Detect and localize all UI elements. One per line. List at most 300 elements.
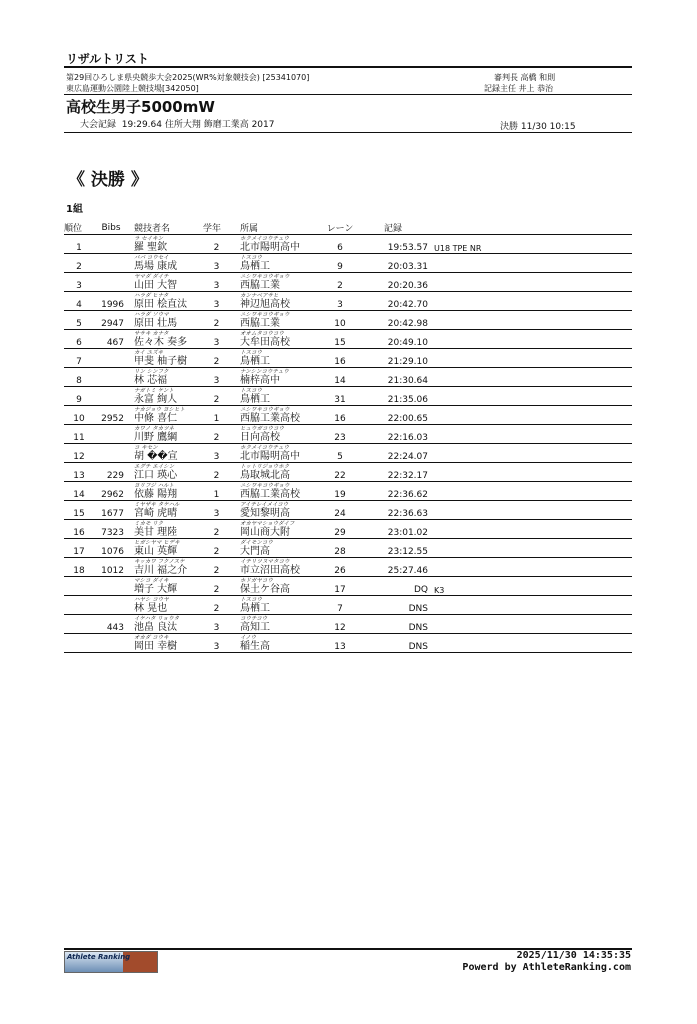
team-kana: アイチレイメイコウ — [240, 502, 289, 508]
athlete-kana: オカダ コウキ — [134, 635, 169, 641]
table-row — [64, 520, 632, 539]
notes-cell — [434, 615, 632, 634]
team-name: 西脇工業 — [240, 318, 280, 329]
table-row — [64, 349, 632, 368]
grade-cell: 3 — [203, 615, 230, 634]
rank-cell: 16 — [64, 520, 94, 539]
final-datetime: 決勝 11/30 10:15 — [500, 122, 576, 132]
table-row — [64, 615, 632, 634]
table-row — [64, 482, 632, 501]
athlete-name: 美甘 理陸 — [134, 527, 178, 538]
team-name: 大牟田高校 — [240, 337, 290, 348]
bib-cell: 7323 — [94, 520, 128, 539]
time-cell: DNS — [358, 615, 434, 634]
notes-cell — [434, 596, 632, 615]
record-value: 19:29.64 住所大翔 飾磨工業高 2017 — [121, 120, 275, 130]
team-name: 西脇工業高校 — [240, 413, 300, 424]
bib-cell — [94, 387, 128, 406]
notes-cell — [434, 520, 632, 539]
athlete-kana: キッカワ フクノスケ — [134, 559, 185, 565]
athlete-kana: ハラダ ソウマ — [134, 312, 169, 318]
time-cell: 20:42.70 — [358, 292, 434, 311]
team-kana: ニシワキコウギョウ — [240, 483, 290, 489]
athlete-cell — [128, 292, 203, 311]
team-name: 鳥栖工 — [240, 261, 270, 272]
bib-cell: 443 — [94, 615, 128, 634]
athlete-cell — [128, 539, 203, 558]
header-rule-mid — [64, 94, 632, 95]
athlete-name: 吉川 福之介 — [134, 565, 188, 576]
athlete-cell — [128, 501, 203, 520]
grade-cell: 1 — [203, 406, 230, 425]
team-cell — [230, 387, 322, 406]
athlete-cell — [128, 425, 203, 444]
bib-cell — [94, 368, 128, 387]
bib-cell: 2952 — [94, 406, 128, 425]
time-cell: DNS — [358, 634, 434, 653]
bib-cell — [94, 273, 128, 292]
rank-cell: 5 — [64, 311, 94, 330]
team-kana: トスコウ — [240, 388, 262, 394]
time-cell: 22:32.17 — [358, 463, 434, 482]
athlete-cell — [128, 368, 203, 387]
bib-cell: 2962 — [94, 482, 128, 501]
notes-cell — [434, 482, 632, 501]
col-name: 競技者名 — [128, 221, 203, 235]
lane-cell: 28 — [322, 539, 358, 558]
athlete-cell — [128, 273, 203, 292]
athlete-name: 林 晃也 — [134, 603, 168, 614]
team-name: 高知工 — [240, 622, 270, 633]
col-rank: 順位 — [64, 221, 94, 235]
time-cell: 20:42.98 — [358, 311, 434, 330]
col-notes — [434, 221, 632, 235]
athlete-cell — [128, 615, 203, 634]
grade-cell: 3 — [203, 634, 230, 653]
time-cell: 21:35.06 — [358, 387, 434, 406]
bib-cell — [94, 577, 128, 596]
results-table — [64, 221, 632, 653]
bib-cell: 1076 — [94, 539, 128, 558]
rank-cell: 10 — [64, 406, 94, 425]
team-cell — [230, 463, 322, 482]
rank-cell: 8 — [64, 368, 94, 387]
notes-cell — [434, 501, 632, 520]
notes-cell — [434, 349, 632, 368]
team-kana: イノウ — [240, 635, 257, 641]
records-chief: 記録主任 井上 恭治 — [484, 84, 554, 93]
time-cell: 22:36.63 — [358, 501, 434, 520]
table-row — [64, 425, 632, 444]
rank-cell: 1 — [64, 235, 94, 254]
athlete-cell — [128, 349, 203, 368]
athlete-kana: マシコ ダイキ — [134, 578, 169, 584]
table-row — [64, 463, 632, 482]
time-cell: 23:12.55 — [358, 539, 434, 558]
bib-cell — [94, 596, 128, 615]
athlete-kana: ヨリフジ ハルト — [134, 483, 175, 489]
document-title: リザルトリスト — [66, 52, 149, 66]
col-time: 記録 — [358, 221, 434, 235]
rank-cell: 2 — [64, 254, 94, 273]
athlete-cell — [128, 311, 203, 330]
bib-cell — [94, 634, 128, 653]
table-row — [64, 539, 632, 558]
notes-cell — [434, 444, 632, 463]
grade-cell: 3 — [203, 330, 230, 349]
athlete-kana: ハヤシ コウヤ — [134, 597, 169, 603]
lane-cell: 2 — [322, 273, 358, 292]
athlete-name: 原田 壮馬 — [134, 318, 178, 329]
heat-label: 1組 — [66, 204, 83, 215]
notes-cell: U18 TPE NR — [434, 235, 632, 254]
col-bib: Bibs — [94, 221, 128, 235]
team-name: 西脇工業 — [240, 280, 280, 291]
team-kana: コウチコウ — [240, 616, 268, 622]
athlete-cell — [128, 406, 203, 425]
notes-cell — [434, 558, 632, 577]
table-row — [64, 406, 632, 425]
lane-cell: 22 — [322, 463, 358, 482]
time-cell: 19:53.57 — [358, 235, 434, 254]
athlete-cell — [128, 482, 203, 501]
team-name: 岡山商大附 — [240, 527, 290, 538]
bib-cell: 229 — [94, 463, 128, 482]
table-row — [64, 368, 632, 387]
team-kana: ニシワキコウギョウ — [240, 407, 290, 413]
lane-cell: 3 — [322, 292, 358, 311]
athlete-kana: カワノ タカツネ — [134, 426, 174, 432]
notes-cell — [434, 463, 632, 482]
rank-cell: 11 — [64, 425, 94, 444]
athlete-name: 江口 瑛心 — [134, 470, 178, 481]
bib-cell — [94, 254, 128, 273]
meet-name: 第29回ひろしま県央競歩大会2025(WR%対象競技会) [25341070] — [66, 73, 310, 82]
team-cell — [230, 577, 322, 596]
lane-cell: 31 — [322, 387, 358, 406]
team-kana: ニシワキコウギョウ — [240, 312, 290, 318]
team-name: 市立沼田高校 — [240, 565, 300, 576]
print-timestamp: 2025/11/30 14:35:35 — [516, 950, 631, 961]
lane-cell: 15 — [322, 330, 358, 349]
team-name: 愛知黎明高 — [240, 508, 290, 519]
athlete-kana: ササキ カナタ — [134, 331, 169, 337]
chief-referee: 審判長 高橋 和則 — [494, 73, 556, 82]
grade-cell: 3 — [203, 444, 230, 463]
athlete-name: 東山 英輝 — [134, 546, 178, 557]
grade-cell: 2 — [203, 558, 230, 577]
notes-cell — [434, 292, 632, 311]
athlete-name: 永富 絢人 — [134, 394, 178, 405]
athlete-cell — [128, 235, 203, 254]
athlete-name: 宮崎 虎晴 — [134, 508, 178, 519]
team-cell — [230, 444, 322, 463]
athlete-cell — [128, 463, 203, 482]
venue-name: 東広島運動公園陸上競技場[342050] — [66, 84, 199, 93]
grade-cell: 3 — [203, 501, 230, 520]
athlete-name: 胡 ��宣 — [134, 451, 178, 462]
athlete-kana: リン シンフク — [134, 369, 169, 375]
team-kana: トスコウ — [240, 255, 262, 261]
rank-cell: 4 — [64, 292, 94, 311]
lane-cell: 7 — [322, 596, 358, 615]
time-cell: 20:20.36 — [358, 273, 434, 292]
grade-cell: 2 — [203, 425, 230, 444]
athlete-kana: ナガトミ ケント — [134, 388, 174, 394]
team-cell — [230, 482, 322, 501]
team-kana: トスコウ — [240, 350, 262, 356]
athlete-kana: コ キセン — [134, 445, 158, 451]
col-grade: 学年 — [203, 221, 230, 235]
team-cell — [230, 425, 322, 444]
table-row — [64, 254, 632, 273]
team-name: 鳥取城北高 — [240, 470, 290, 481]
grade-cell: 2 — [203, 387, 230, 406]
athlete-name: 中條 喜仁 — [134, 413, 178, 424]
athlete-kana: イケハタ リョウタ — [134, 616, 180, 622]
athlete-name: 羅 聖欽 — [134, 242, 168, 253]
lane-cell: 16 — [322, 349, 358, 368]
athlete-cell — [128, 444, 203, 463]
athlete-kana: ミヤザキ タケハル — [134, 502, 180, 508]
team-name: 保土ケ谷高 — [240, 584, 290, 595]
team-kana: トスコウ — [240, 597, 262, 603]
bib-cell — [94, 425, 128, 444]
notes-cell — [434, 273, 632, 292]
team-cell — [230, 539, 322, 558]
time-cell: 22:24.07 — [358, 444, 434, 463]
lane-cell: 24 — [322, 501, 358, 520]
team-kana: ニシワキコウギョウ — [240, 274, 290, 280]
team-kana: ナンシンコウチュウ — [240, 369, 289, 375]
rank-cell: 6 — [64, 330, 94, 349]
grade-cell: 3 — [203, 254, 230, 273]
team-name: 神辺旭高校 — [240, 299, 290, 310]
team-cell — [230, 501, 322, 520]
bib-cell: 1677 — [94, 501, 128, 520]
time-cell: 20:03.31 — [358, 254, 434, 273]
rank-cell — [64, 615, 94, 634]
team-kana: ホドガヤコウ — [240, 578, 273, 584]
team-name: 鳥栖工 — [240, 356, 270, 367]
athlete-ranking-logo — [64, 951, 158, 973]
athlete-cell — [128, 330, 203, 349]
rank-cell: 13 — [64, 463, 94, 482]
rank-cell: 12 — [64, 444, 94, 463]
lane-cell: 13 — [322, 634, 358, 653]
record-label: 大会記録 — [80, 120, 117, 130]
time-cell: DQ — [358, 577, 434, 596]
notes-cell — [434, 254, 632, 273]
team-kana: トットリジョウホク — [240, 464, 290, 470]
bib-cell — [94, 235, 128, 254]
bib-cell: 1012 — [94, 558, 128, 577]
grade-cell: 2 — [203, 596, 230, 615]
grade-cell: 2 — [203, 539, 230, 558]
athlete-kana: ヤマダ ダイチ — [134, 274, 169, 280]
team-kana: カンナベアサヒ — [240, 293, 279, 299]
table-row — [64, 273, 632, 292]
lane-cell: 29 — [322, 520, 358, 539]
time-cell: 22:36.62 — [358, 482, 434, 501]
bib-cell: 2947 — [94, 311, 128, 330]
grade-cell: 2 — [203, 235, 230, 254]
grade-cell: 2 — [203, 311, 230, 330]
table-row — [64, 558, 632, 577]
header-rule-top — [64, 66, 632, 68]
event-rule — [64, 132, 632, 133]
lane-cell: 9 — [322, 254, 358, 273]
team-cell — [230, 634, 322, 653]
team-kana: オカヤマショウダイフ — [240, 521, 295, 527]
rank-cell — [64, 596, 94, 615]
team-name: 大門高 — [240, 546, 270, 557]
notes-cell — [434, 368, 632, 387]
col-team: 所属 — [230, 221, 322, 235]
team-kana: ホクメイコウチュウ — [240, 445, 289, 451]
notes-cell: K3 — [434, 577, 632, 596]
grade-cell: 1 — [203, 482, 230, 501]
athlete-name: 佐々木 奏多 — [134, 337, 188, 348]
team-name: 稲生高 — [240, 641, 270, 652]
lane-cell: 26 — [322, 558, 358, 577]
table-row — [64, 292, 632, 311]
bib-cell: 467 — [94, 330, 128, 349]
table-row — [64, 330, 632, 349]
team-cell — [230, 254, 322, 273]
grade-cell: 2 — [203, 463, 230, 482]
athlete-name: 山田 大智 — [134, 280, 178, 291]
notes-cell — [434, 330, 632, 349]
col-lane: レーン — [322, 221, 358, 235]
lane-cell: 6 — [322, 235, 358, 254]
team-kana: ダイモンコウ — [240, 540, 273, 546]
powered-by: Powerd by AthleteRanking.com — [462, 962, 631, 973]
athlete-kana: ラ セイキン — [134, 236, 164, 242]
athlete-cell — [128, 596, 203, 615]
athlete-name: 林 芯福 — [134, 375, 168, 386]
grade-cell: 2 — [203, 349, 230, 368]
lane-cell: 19 — [322, 482, 358, 501]
grade-cell: 3 — [203, 292, 230, 311]
bib-cell — [94, 349, 128, 368]
athlete-cell — [128, 577, 203, 596]
athlete-cell — [128, 254, 203, 273]
team-name: 北市陽明高中 — [240, 451, 300, 462]
table-row — [64, 387, 632, 406]
athlete-cell — [128, 558, 203, 577]
team-cell — [230, 520, 322, 539]
team-cell — [230, 311, 322, 330]
time-cell: 21:30.64 — [358, 368, 434, 387]
rank-cell: 7 — [64, 349, 94, 368]
lane-cell: 14 — [322, 368, 358, 387]
athlete-name: 依藤 陽翔 — [134, 489, 178, 500]
notes-cell — [434, 406, 632, 425]
rank-cell — [64, 577, 94, 596]
team-cell — [230, 292, 322, 311]
athlete-kana: ババ コウセイ — [134, 255, 169, 261]
athlete-kana: ヒガシヤマ ヒデキ — [134, 540, 180, 546]
athlete-name: 馬場 康成 — [134, 261, 178, 272]
time-cell: DNS — [358, 596, 434, 615]
lane-cell: 16 — [322, 406, 358, 425]
time-cell: 25:27.46 — [358, 558, 434, 577]
lane-cell: 12 — [322, 615, 358, 634]
notes-cell — [434, 311, 632, 330]
team-cell — [230, 596, 322, 615]
grade-cell: 2 — [203, 577, 230, 596]
event-title: 高校生男子5000mW — [66, 98, 215, 116]
lane-cell: 5 — [322, 444, 358, 463]
rank-cell: 3 — [64, 273, 94, 292]
team-name: 鳥栖工 — [240, 394, 270, 405]
team-name: 鳥栖工 — [240, 603, 270, 614]
grade-cell: 3 — [203, 368, 230, 387]
bib-cell: 1996 — [94, 292, 128, 311]
rank-cell: 15 — [64, 501, 94, 520]
time-cell: 22:00.65 — [358, 406, 434, 425]
time-cell: 22:16.03 — [358, 425, 434, 444]
time-cell: 21:29.10 — [358, 349, 434, 368]
athlete-name: 原田 桧直汰 — [134, 299, 188, 310]
lane-cell: 23 — [322, 425, 358, 444]
time-cell: 23:01.02 — [358, 520, 434, 539]
athlete-name: 岡田 幸樹 — [134, 641, 178, 652]
athlete-name: 川野 鷹綱 — [134, 432, 178, 443]
athlete-kana: エグチ エイシン — [134, 464, 175, 470]
team-kana: ホクメイコウチュウ — [240, 236, 289, 242]
notes-cell — [434, 634, 632, 653]
team-cell — [230, 330, 322, 349]
table-row — [64, 596, 632, 615]
rank-cell: 9 — [64, 387, 94, 406]
notes-cell — [434, 539, 632, 558]
grade-cell: 3 — [203, 273, 230, 292]
meet-record — [80, 117, 275, 130]
team-cell — [230, 615, 322, 634]
athlete-cell — [128, 520, 203, 539]
notes-cell — [434, 425, 632, 444]
lane-cell: 10 — [322, 311, 358, 330]
rank-cell: 14 — [64, 482, 94, 501]
table-row — [64, 444, 632, 463]
team-cell — [230, 558, 322, 577]
team-name: 西脇工業高校 — [240, 489, 300, 500]
grade-cell: 2 — [203, 520, 230, 539]
table-row — [64, 634, 632, 653]
notes-cell — [434, 387, 632, 406]
team-kana: ヒュウガコウコウ — [240, 426, 285, 432]
team-name: 北市陽明高中 — [240, 242, 300, 253]
athlete-kana: カイ ユズキ — [134, 350, 164, 356]
athlete-name: 増子 大輝 — [134, 584, 178, 595]
team-kana: オオムタコウコウ — [240, 331, 284, 337]
athlete-kana: ハラダ ヒナタ — [134, 293, 169, 299]
athlete-name: 甲斐 柚子樹 — [134, 356, 188, 367]
lane-cell: 17 — [322, 577, 358, 596]
table-row — [64, 501, 632, 520]
rank-cell: 17 — [64, 539, 94, 558]
bib-cell — [94, 444, 128, 463]
team-name: 日向高校 — [240, 432, 280, 443]
rank-cell — [64, 634, 94, 653]
team-cell — [230, 349, 322, 368]
table-row — [64, 235, 632, 254]
table-header-row — [64, 221, 632, 235]
round-title: 《 決勝 》 — [68, 170, 148, 190]
team-cell — [230, 406, 322, 425]
